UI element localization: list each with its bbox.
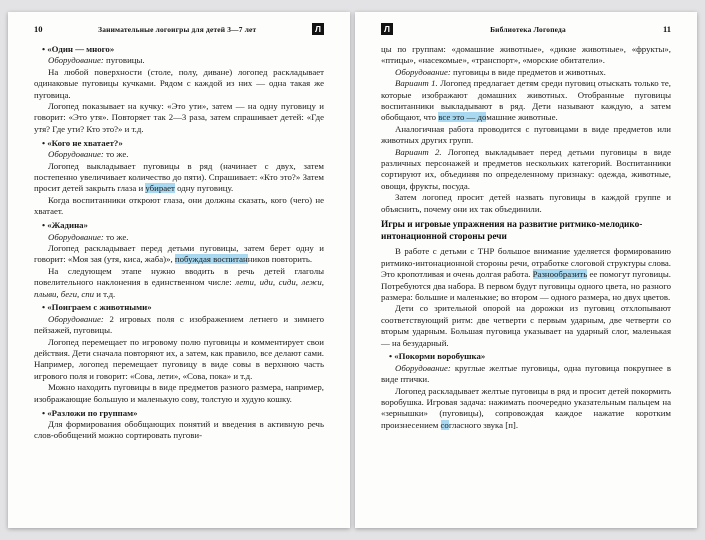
highlighted-text-run: побуждая воспитан — [174, 254, 248, 265]
paragraph — [34, 337, 324, 383]
game-title — [34, 44, 324, 55]
text-run: • «Кого не хватает?» — [42, 137, 123, 148]
text-run: Аналогичная работа проводится с пуговицами в виде предметов или животных других групп. — [381, 123, 671, 146]
equipment-line — [381, 67, 671, 78]
text-run: Оборудование: — [395, 362, 451, 373]
page-right — [355, 12, 697, 528]
text-run: Оборудование: — [48, 149, 104, 160]
text-run: лети, иди, сиди, лежи, плыви, беги, спи — [34, 277, 324, 299]
game-title — [381, 351, 671, 362]
text-run: Логопед раскладывает желтые пуговицы в ряд и просит детей покормить воробушка. Игровая задача: нажимать поочередно указательным пальцем на «зернышки» (пуговицы), сопровождая каждое нажатие коротким произнесением — [381, 385, 671, 430]
equipment-line — [34, 149, 324, 160]
text-run: то же. — [103, 149, 129, 160]
text-run: круглые желтые пуговицы, одна пуговица покрупнее в виде птички. — [381, 362, 671, 385]
paragraph — [381, 147, 671, 193]
text-run: одну пуговицу. — [174, 183, 234, 194]
paragraph — [34, 266, 324, 300]
paragraph — [381, 386, 671, 432]
text-run: Оборудование: — [48, 231, 104, 242]
equipment-line — [34, 232, 324, 243]
paragraph — [34, 161, 324, 195]
text-run: На любой поверхности (столе, полу, диване) логопед раскладывает одинаковые пуговицы кучками. Рядом с каждой из них — одна такая же пуговица. — [34, 66, 324, 100]
paragraph — [34, 101, 324, 135]
text-run: Оборудование: — [48, 313, 104, 324]
text-run: пуговицы в виде предметов и животных. — [450, 66, 606, 77]
paragraph — [381, 192, 671, 215]
text-run: Логопед раскладывает перед детьми пуговицы, затем берет одну и говорит: «Моя зая (утя, киса, жаба)», — [34, 242, 324, 265]
page-content-left — [34, 44, 324, 442]
page-content-right — [381, 44, 671, 431]
equipment-line — [381, 363, 671, 386]
text-run: ников повторить. — [247, 254, 313, 265]
text-run: Вариант 2. — [395, 146, 442, 157]
game-title — [34, 220, 324, 231]
text-run: Игры и игровые упражнения на развитие ритмико-мелодико-интонационной стороны речи — [381, 220, 643, 242]
page-number: 11 — [662, 24, 671, 34]
page-left — [8, 12, 350, 528]
text-run: • «Поиграем с животными» — [42, 302, 152, 313]
publisher-logo-icon: Л — [381, 23, 393, 35]
text-run: • «Разложи по группам» — [42, 407, 138, 418]
paragraph — [381, 44, 671, 67]
text-run: Логопед выкладывает перед детьми пуговицы в виде различных персонажей и предметов нескольких категорий. Воспитанники сортируют их, объединяя по определенному признаку: одежда, животные, овощи, фрукты, посуда. — [381, 146, 672, 191]
text-run: Логопед показывает на кучку: «Это ути», затем — на одну пуговицу и говорит: «Это утя». Повторяет так 2—3 раза, затем спрашивает детей: «Где утя? Где ути? Кто это?» и т.д. — [34, 101, 324, 134]
text-run: Когда воспитанники откроют глаза, они должны сказать, кого (чего) не хватает. — [34, 194, 324, 217]
running-title: Занимательные логоигры для детей 3—7 лет — [98, 24, 257, 34]
paragraph — [381, 124, 671, 147]
text-run: На следующем этапе нужно вводить в речь детей глаголы повелительного наклонения в единственном числе: — [34, 265, 324, 288]
text-run: то же. — [103, 231, 129, 242]
text-run: гласного звука [п]. — [448, 419, 519, 430]
paragraph — [34, 382, 324, 405]
text-run: 2 игровых поля с изображением летнего и зимнего пейзажей, пуговицы. — [34, 313, 324, 336]
equipment-line — [34, 314, 324, 337]
paragraph — [34, 195, 324, 218]
text-run: • «Жадина» — [42, 220, 88, 231]
paragraph — [34, 67, 324, 101]
paragraph — [34, 419, 324, 442]
text-run: Логопед предлагает детям среди пуговиц отыскать только те, которые изображают домашних животных. Отобранные пуговицы воспитанники выкладывают в ряд. Дети называют каждую, а затем обобщают, что — [381, 78, 672, 123]
publisher-logo-icon: Л — [312, 23, 324, 35]
text-run: и т.д. — [94, 288, 116, 299]
text-run: Дети со зрительной опорой на дорожки из пуговиц отхлопывают соответствующий ритм: две четверти с первым ударным, две четверти со вторым ударным. Большая пуговица указывает на ударный слог, маленькая — на безударный. — [381, 303, 671, 348]
page-header-right — [381, 23, 671, 35]
section-heading — [381, 220, 671, 243]
text-run: В работе с детьми с ТНР большое внимание уделяется формированию ритмико-интонационной стороны речи, отработке слоговой структуры слова. Это кропотливая и очень долгая работа. — [381, 246, 671, 280]
equipment-line — [34, 55, 324, 66]
text-run: Затем логопед просит детей назвать пуговицы в каждой группе и объяснить, почему они их так объединили. — [381, 192, 671, 214]
text-run: пуговицы. — [103, 55, 145, 66]
text-run: Для формирования обобщающих понятий и введения в активную речь слов-обобщений можно сортировать пугови- — [34, 419, 324, 441]
text-run: Оборудование: — [48, 55, 104, 66]
text-run: • «Один — много» — [42, 44, 115, 54]
running-title: Библиотека Логопеда — [490, 24, 566, 34]
text-run: Логопед выкладывает пуговицы в ряд (начинает с двух, затем постепенно увеличивает количество до пяти). Спрашивает: «Кто это?» Затем просит детей закрыть глаза и — [34, 160, 324, 194]
text-run: машние животные. — [486, 112, 558, 123]
paragraph — [381, 303, 671, 349]
text-run: Вариант 1. — [395, 78, 438, 89]
page-header-left — [34, 23, 324, 35]
page-number: 10 — [34, 24, 43, 34]
paragraph — [381, 78, 671, 124]
text-run: ее помогут пуговицы. Потребуются два набора. В первом будут пуговицы одного цвета, но разного размера: большие и маленькие; во втором — одного размера, но двух цветов. — [381, 269, 671, 302]
paragraph — [381, 246, 671, 303]
game-title — [34, 302, 324, 313]
highlighted-text-run: со — [440, 419, 449, 430]
game-title — [34, 138, 324, 149]
text-run: цы по группам: «домашние животные», «дикие животные», «фрукты», «птицы», «насекомые», «транспорт», «морские обитатели». — [381, 44, 671, 66]
game-title — [34, 408, 324, 419]
paragraph — [34, 243, 324, 266]
highlighted-text-run: убирает — [145, 183, 175, 194]
text-run: Оборудование: — [395, 66, 451, 77]
text-run: Можно находить пуговицы в виде предметов разного размера, например, изображающие большую и маленькую сову, толстую и худую кошку. — [34, 382, 324, 404]
highlighted-text-run: Разнообразить — [532, 269, 588, 280]
highlighted-text-run: все это — до — [438, 112, 487, 123]
text-run: • «Покорми воробушка» — [389, 351, 486, 362]
text-run: Логопед перемещает по игровому полю пуговицы и комментирует свои действия. Дети сначала повторяют их, а затем, как правило, все делают сами. Например, логопед перемещает пуговицу в виде совы в верхнюю часть игрового поля и говорит: «Сова, лети», «Сова, пока» и т.д. — [34, 336, 324, 381]
